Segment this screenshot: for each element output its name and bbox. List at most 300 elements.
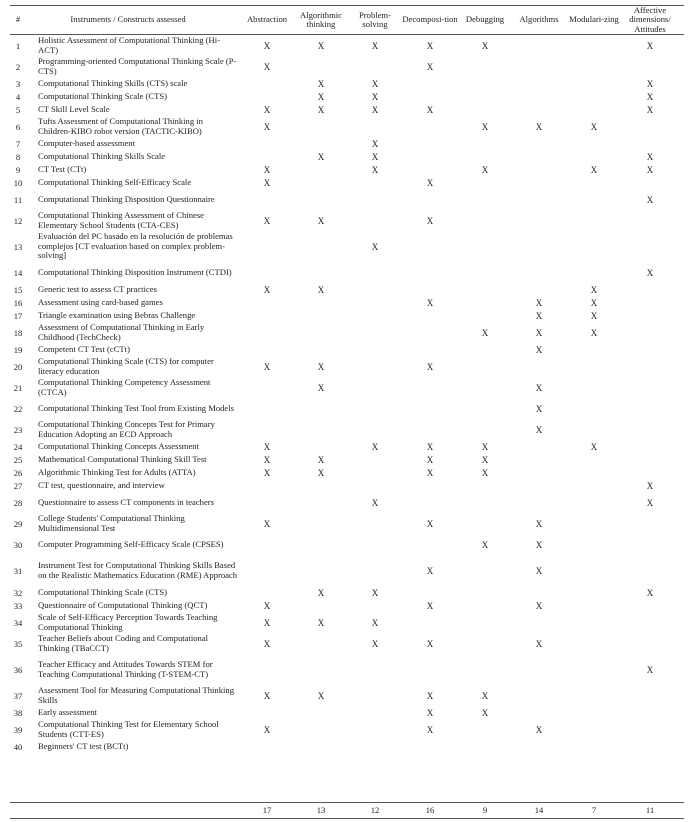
row-number: 18: [13, 327, 23, 338]
construct-mark: X: [535, 327, 543, 338]
construct-mark: [420, 479, 440, 492]
construct-mark: [420, 231, 440, 262]
construct-mark: X: [371, 587, 379, 598]
construct-mark: [640, 612, 660, 633]
construct-mark: X: [535, 600, 543, 611]
construct-mark: [365, 599, 385, 612]
construct-mark: [475, 137, 495, 150]
construct-mark: [311, 706, 331, 719]
construct-mark: [257, 377, 277, 398]
column-total: 7: [591, 805, 597, 815]
row-number: 14: [13, 267, 23, 278]
row-number: 2: [15, 61, 21, 72]
instrument-name: Programming-oriented Computational Thinking Scale (P-CTS): [38, 55, 237, 76]
construct-mark: X: [590, 297, 598, 308]
construct-mark: [311, 398, 331, 419]
table-row: [0, 77, 691, 90]
construct-mark: [584, 479, 604, 492]
construct-mark: [584, 137, 604, 150]
construct-mark: X: [426, 61, 434, 72]
construct-mark: X: [263, 177, 271, 188]
construct-mark: [311, 189, 331, 210]
construct-mark: [475, 398, 495, 419]
construct-mark: [420, 137, 440, 150]
row-number: 34: [13, 617, 23, 628]
construct-mark: X: [481, 121, 489, 132]
header-construct: Abstraction: [246, 14, 288, 25]
construct-mark: [640, 513, 660, 534]
construct-mark: [640, 56, 660, 77]
row-number: 33: [13, 600, 23, 611]
construct-mark: [257, 343, 277, 356]
construct-mark: [640, 706, 660, 719]
construct-mark: X: [426, 454, 434, 465]
row-number: 12: [13, 215, 23, 226]
construct-mark: X: [426, 441, 434, 452]
construct-mark: [311, 479, 331, 492]
construct-mark: [365, 685, 385, 706]
construct-mark: [311, 513, 331, 534]
construct-mark: [640, 740, 660, 753]
table-row: [0, 343, 691, 356]
construct-mark: [640, 210, 660, 231]
instrument-name: CT Skill Level Scale: [38, 103, 110, 114]
construct-mark: [640, 231, 660, 262]
construct-mark: [420, 116, 440, 137]
construct-mark: [365, 453, 385, 466]
construct-mark: X: [646, 664, 654, 675]
construct-mark: [584, 654, 604, 685]
construct-mark: [640, 176, 660, 189]
row-number: 27: [13, 480, 23, 491]
table-row: [0, 586, 691, 599]
table-row: [0, 150, 691, 163]
construct-mark: X: [426, 177, 434, 188]
construct-mark: X: [481, 164, 489, 175]
construct-mark: X: [481, 690, 489, 701]
construct-mark: [257, 189, 277, 210]
row-number: 38: [13, 707, 23, 718]
row-number: 28: [13, 497, 23, 508]
table-row: [0, 419, 691, 440]
construct-mark: [529, 466, 549, 479]
construct-mark: X: [317, 361, 325, 372]
table-row: [0, 296, 691, 309]
table-row: [0, 599, 691, 612]
construct-mark: X: [263, 215, 271, 226]
construct-mark: [640, 685, 660, 706]
construct-mark: [311, 163, 331, 176]
construct-mark: X: [426, 104, 434, 115]
construct-mark: [420, 492, 440, 513]
construct-mark: [257, 150, 277, 163]
construct-mark: X: [263, 361, 271, 372]
construct-mark: [420, 322, 440, 343]
construct-mark: X: [426, 361, 434, 372]
construct-mark: [640, 377, 660, 398]
construct-mark: [529, 654, 549, 685]
row-number: 7: [15, 138, 21, 149]
construct-mark: X: [263, 638, 271, 649]
construct-mark: X: [481, 454, 489, 465]
construct-mark: [365, 706, 385, 719]
row-number: 8: [15, 151, 21, 162]
instrument-name: Computational Thinking Assessment of Chinese Elementary School Students (CTA-CES): [38, 209, 204, 230]
construct-mark: [420, 740, 440, 753]
construct-mark: [311, 309, 331, 322]
construct-mark: [475, 555, 495, 586]
construct-mark: [475, 633, 495, 654]
construct-mark: [257, 555, 277, 586]
construct-mark: X: [263, 40, 271, 51]
table-row: [0, 377, 691, 398]
construct-mark: [420, 309, 440, 322]
table-row: [0, 612, 691, 633]
construct-mark: [311, 296, 331, 309]
construct-mark: [311, 440, 331, 453]
construct-mark: X: [317, 151, 325, 162]
construct-mark: [420, 90, 440, 103]
construct-mark: X: [317, 78, 325, 89]
construct-mark: [365, 210, 385, 231]
table-row: [0, 322, 691, 343]
construct-mark: X: [426, 40, 434, 51]
construct-mark: X: [426, 297, 434, 308]
instrument-name: CT test, questionnaire, and interview: [38, 479, 165, 490]
construct-mark: X: [590, 284, 598, 295]
construct-mark: X: [371, 151, 379, 162]
table-row: [0, 262, 691, 283]
instrument-name: Assessment Tool for Measuring Computational Thinking Skills: [38, 684, 235, 705]
construct-mark: X: [646, 267, 654, 278]
construct-mark: [584, 35, 604, 56]
construct-mark: [529, 283, 549, 296]
construct-mark: [475, 103, 495, 116]
construct-mark: [257, 231, 277, 262]
construct-mark: X: [481, 441, 489, 452]
construct-mark: [640, 633, 660, 654]
instrument-name: Instrument Test for Computational Thinking Skills Based on the Realistic Mathematics Education (RME) Approach: [38, 559, 238, 580]
table-row: [0, 555, 691, 586]
construct-mark: [475, 90, 495, 103]
construct-mark: [529, 685, 549, 706]
construct-mark: X: [263, 164, 271, 175]
header-construct: Debugging: [465, 14, 505, 25]
column-total: 17: [262, 805, 272, 815]
construct-mark: X: [426, 707, 434, 718]
construct-mark: X: [535, 403, 543, 414]
construct-mark: [640, 398, 660, 419]
construct-mark: X: [317, 690, 325, 701]
construct-mark: [584, 56, 604, 77]
construct-mark: [365, 466, 385, 479]
instrument-name: Competent CT Test (cCTt): [38, 343, 130, 354]
row-number: 30: [13, 539, 23, 550]
construct-mark: [529, 90, 549, 103]
instrument-name: Generic test to assess CT practices: [38, 283, 157, 294]
construct-mark: [584, 150, 604, 163]
row-number: 1: [15, 40, 21, 51]
instrument-name: Tufts Assessment of Computational Thinking in Children-KIBO robot version (TACTIC-KIBO): [38, 115, 203, 136]
construct-mark: [529, 740, 549, 753]
construct-mark: X: [371, 138, 379, 149]
construct-mark: X: [646, 497, 654, 508]
column-total: 12: [370, 805, 380, 815]
construct-mark: [640, 466, 660, 479]
construct-mark: [584, 599, 604, 612]
construct-mark: X: [371, 40, 379, 51]
construct-mark: [529, 356, 549, 377]
instrument-name: Computational Thinking Test for Elementary School Students (CTT-ES): [38, 718, 219, 739]
construct-mark: [529, 103, 549, 116]
construct-mark: [529, 56, 549, 77]
table-row: [0, 685, 691, 706]
construct-mark: [529, 210, 549, 231]
construct-mark: X: [263, 441, 271, 452]
construct-mark: X: [371, 78, 379, 89]
construct-mark: X: [317, 454, 325, 465]
construct-mark: X: [263, 617, 271, 628]
construct-mark: X: [317, 587, 325, 598]
construct-mark: X: [263, 518, 271, 529]
construct-mark: [420, 377, 440, 398]
construct-mark: [420, 283, 440, 296]
construct-mark: [529, 150, 549, 163]
construct-mark: X: [535, 638, 543, 649]
construct-mark: [257, 309, 277, 322]
column-total: 13: [316, 805, 326, 815]
construct-mark: [584, 706, 604, 719]
instrument-name: Beginners' CT test (BCTt): [38, 740, 129, 751]
table-row: [0, 740, 691, 753]
construct-mark: X: [371, 91, 379, 102]
construct-mark: [475, 740, 495, 753]
row-number: 6: [15, 121, 21, 132]
construct-mark: [475, 586, 495, 599]
construct-mark: [257, 77, 277, 90]
construct-mark: X: [535, 565, 543, 576]
construct-mark: [584, 719, 604, 740]
construct-mark: [475, 719, 495, 740]
header-construct: Modulari-zing: [569, 14, 619, 25]
construct-mark: [257, 398, 277, 419]
construct-mark: [311, 343, 331, 356]
construct-mark: [365, 719, 385, 740]
construct-mark: X: [646, 587, 654, 598]
table-row: [0, 492, 691, 513]
construct-mark: X: [590, 327, 598, 338]
instrument-name: Questionnaire of Computational Thinking (QCT): [38, 599, 208, 610]
header-instrument: Instruments / Constructs assessed: [70, 14, 186, 25]
construct-mark: [529, 189, 549, 210]
construct-mark: X: [317, 215, 325, 226]
header-construct: Algorithmic thinking: [299, 9, 342, 29]
construct-mark: [584, 343, 604, 356]
construct-mark: X: [590, 310, 598, 321]
construct-mark: [475, 283, 495, 296]
construct-mark: [257, 706, 277, 719]
construct-mark: [311, 633, 331, 654]
instrument-name: Computational Thinking Competency Assessment (CTCA): [38, 376, 211, 397]
construct-mark: X: [646, 194, 654, 205]
construct-mark: [640, 440, 660, 453]
construct-mark: [257, 654, 277, 685]
table-row: [0, 398, 691, 419]
instrument-name: Evaluación del PC basado en la resolución de problemas complejos [CT evaluation based on complex problem-solving]: [38, 230, 233, 261]
table-row: [0, 56, 691, 77]
instrument-name: CT Test (CTt): [38, 163, 87, 174]
row-number: 4: [15, 91, 21, 102]
table-row: [0, 176, 691, 189]
table-row: [0, 534, 691, 555]
construct-mark: [420, 189, 440, 210]
construct-mark: [584, 534, 604, 555]
instrument-name: Computational Thinking Self-Efficacy Scale: [38, 176, 192, 187]
construct-mark: [257, 479, 277, 492]
construct-mark: [475, 296, 495, 309]
construct-mark: X: [646, 104, 654, 115]
construct-mark: [584, 612, 604, 633]
row-number: 9: [15, 164, 21, 175]
instrument-name: Computational Thinking Concepts Test for Primary Education Adopting an ECD Approach: [38, 418, 215, 439]
table-row: [0, 163, 691, 176]
construct-mark: [529, 586, 549, 599]
table-row: [0, 633, 691, 654]
construct-mark: X: [263, 104, 271, 115]
construct-mark: [529, 176, 549, 189]
construct-mark: [584, 513, 604, 534]
construct-mark: [420, 398, 440, 419]
construct-mark: [311, 322, 331, 343]
construct-mark: [365, 176, 385, 189]
row-number: 13: [13, 241, 23, 252]
construct-mark: X: [426, 600, 434, 611]
construct-mark: [475, 356, 495, 377]
column-total: 9: [482, 805, 488, 815]
construct-mark: [475, 210, 495, 231]
construct-mark: [257, 534, 277, 555]
construct-mark: X: [371, 441, 379, 452]
construct-mark: [475, 612, 495, 633]
instrument-name: Computational Thinking Scale (CTS) for computer literacy education: [38, 355, 214, 376]
table-row: [0, 283, 691, 296]
construct-mark: [584, 210, 604, 231]
column-total: 16: [425, 805, 435, 815]
construct-mark: [257, 262, 277, 283]
construct-mark: [475, 309, 495, 322]
construct-mark: [475, 176, 495, 189]
instrument-name: Computer-based assessment: [38, 137, 135, 148]
instrument-name: Computational Thinking Concepts Assessment: [38, 440, 199, 451]
construct-mark: [365, 513, 385, 534]
header-construct: Decomposi-tion: [402, 14, 458, 25]
construct-mark: [311, 231, 331, 262]
construct-mark: [420, 262, 440, 283]
table-row: [0, 719, 691, 740]
construct-mark: [311, 719, 331, 740]
construct-mark: X: [263, 284, 271, 295]
instrument-name: College Students' Computational Thinking Multidimensional Test: [38, 512, 185, 533]
construct-mark: X: [590, 164, 598, 175]
construct-mark: X: [426, 690, 434, 701]
construct-mark: X: [646, 40, 654, 51]
row-number: 11: [13, 194, 23, 205]
construct-mark: X: [263, 724, 271, 735]
construct-mark: [257, 90, 277, 103]
construct-mark: [365, 283, 385, 296]
construct-mark: [257, 296, 277, 309]
construct-mark: [475, 419, 495, 440]
construct-mark: [257, 740, 277, 753]
construct-mark: X: [371, 617, 379, 628]
construct-mark: X: [317, 467, 325, 478]
instrument-name: Mathematical Computational Thinking Skill Test: [38, 453, 207, 464]
construct-mark: X: [481, 707, 489, 718]
construct-mark: X: [535, 424, 543, 435]
row-number: 36: [13, 664, 23, 675]
row-number: 37: [13, 690, 23, 701]
construct-mark: [420, 534, 440, 555]
construct-mark: [584, 740, 604, 753]
construct-mark: X: [426, 467, 434, 478]
construct-mark: X: [535, 382, 543, 393]
construct-mark: X: [426, 638, 434, 649]
construct-mark: X: [481, 327, 489, 338]
construct-mark: X: [317, 382, 325, 393]
construct-mark: [420, 150, 440, 163]
construct-mark: [529, 479, 549, 492]
construct-mark: X: [646, 78, 654, 89]
construct-mark: [311, 654, 331, 685]
construct-mark: [584, 176, 604, 189]
construct-mark: X: [263, 121, 271, 132]
construct-mark: [640, 322, 660, 343]
construct-mark: [311, 56, 331, 77]
instrument-name: Algorithmic Thinking Test for Adults (ATTA): [38, 466, 196, 477]
instrument-name: Computational Thinking Scale (CTS): [38, 586, 167, 597]
row-number: 39: [13, 724, 23, 735]
construct-mark: [420, 612, 440, 633]
construct-mark: [640, 343, 660, 356]
construct-mark: X: [317, 40, 325, 51]
construct-mark: [365, 555, 385, 586]
construct-mark: [529, 163, 549, 176]
construct-mark: [365, 296, 385, 309]
construct-mark: X: [646, 151, 654, 162]
construct-mark: [529, 492, 549, 513]
construct-mark: [257, 586, 277, 599]
construct-mark: [475, 513, 495, 534]
construct-mark: [529, 137, 549, 150]
construct-mark: [365, 479, 385, 492]
construct-mark: [584, 90, 604, 103]
construct-mark: [584, 377, 604, 398]
construct-mark: [475, 150, 495, 163]
construct-mark: [529, 231, 549, 262]
table-row: [0, 479, 691, 492]
construct-mark: [257, 137, 277, 150]
construct-mark: [365, 189, 385, 210]
construct-mark: [311, 116, 331, 137]
construct-mark: [529, 35, 549, 56]
table-row: [0, 706, 691, 719]
instrument-name: Computational Thinking Test Tool from Existing Models: [38, 402, 234, 413]
row-number: 26: [13, 467, 23, 478]
table-row: [0, 654, 691, 685]
construct-mark: [365, 534, 385, 555]
construct-mark: [365, 56, 385, 77]
construct-mark: [640, 137, 660, 150]
